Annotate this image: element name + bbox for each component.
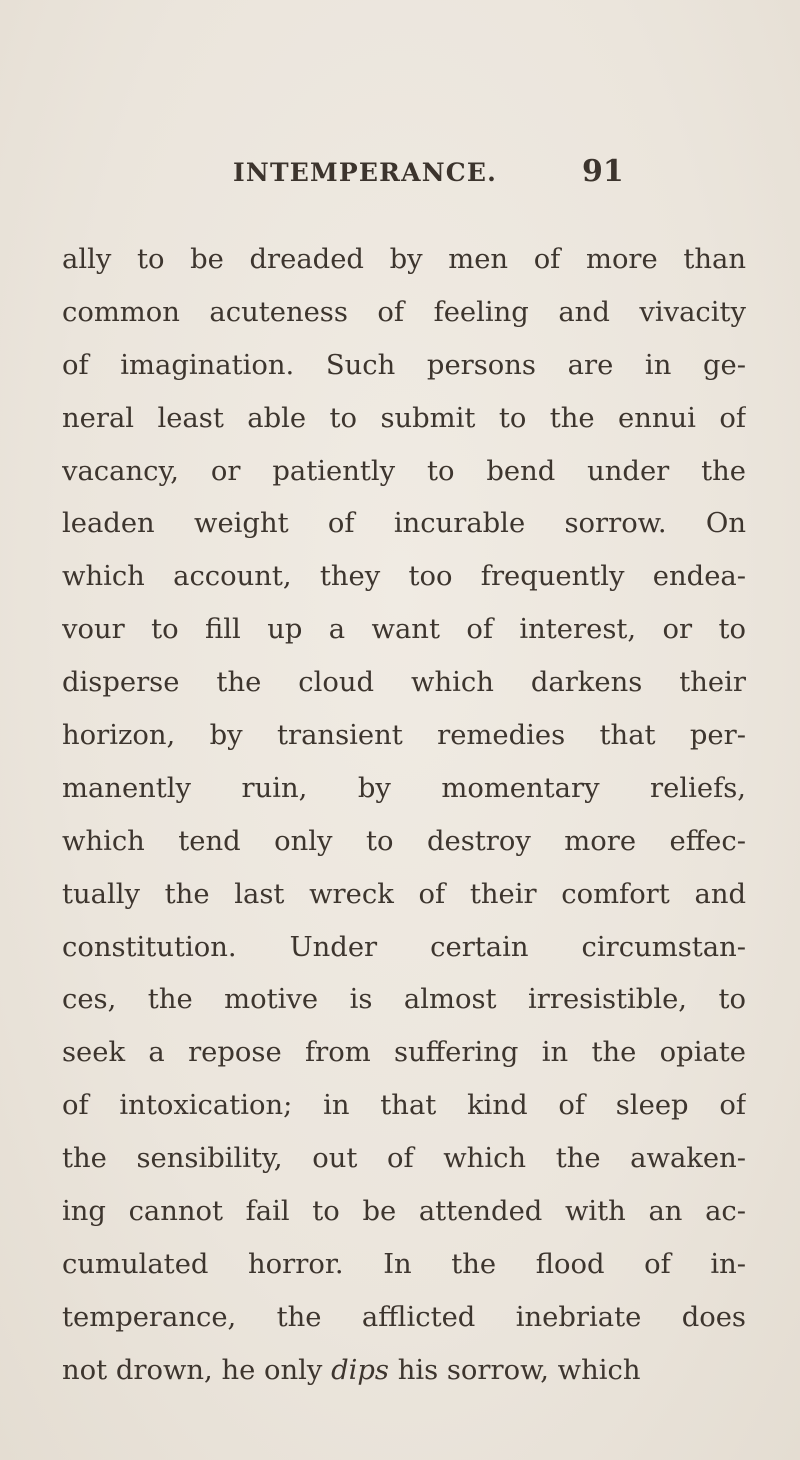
text-line-last bbox=[62, 1345, 746, 1398]
text-line: ing cannot fail to be attended with an ac- bbox=[62, 1196, 746, 1228]
emphasized-word: dips bbox=[331, 1354, 389, 1386]
text-line: which tend only to destroy more effec- bbox=[62, 825, 746, 857]
text-line: neral least able to submit to the ennui of bbox=[62, 402, 746, 434]
text-line: of imagination. Such persons are in ge- bbox=[62, 349, 746, 381]
text-line: cumulated horror. In the flood of in- bbox=[62, 1248, 746, 1280]
text-line: ally to be dreaded by men of more than bbox=[62, 244, 746, 275]
text-line: of intoxication; in that kind of sleep of bbox=[62, 1090, 746, 1122]
text-line: temperance, the afflicted inebriate does bbox=[62, 1301, 746, 1333]
text-line: vacancy, or patiently to bend under the bbox=[62, 455, 746, 487]
running-head: INTEMPERANCE. bbox=[233, 158, 498, 187]
text-segment: his sorrow, which bbox=[388, 1354, 641, 1386]
text-line: vour to fill up a want of interest, or to bbox=[62, 614, 746, 646]
page-number: 91 bbox=[582, 154, 624, 189]
text-line: ces, the motive is almost irresistible, to bbox=[62, 984, 746, 1016]
page-header bbox=[0, 154, 800, 198]
text-line: constitution. Under certain circumstan- bbox=[62, 931, 746, 963]
text-segment: not drown, he only bbox=[62, 1354, 332, 1386]
text-line: horizon, by transient remedies that per- bbox=[62, 720, 746, 752]
text-line: seek a repose from suffering in the opiate bbox=[62, 1037, 746, 1069]
text-line: disperse the cloud which darkens their bbox=[62, 667, 746, 699]
body-text bbox=[62, 234, 746, 1398]
text-line: the sensibility, out of which the awaken- bbox=[62, 1143, 746, 1175]
text-line: which account, they too frequently endea- bbox=[62, 561, 746, 593]
text-line: manently ruin, by momentary reliefs, bbox=[62, 772, 746, 804]
text-line: common acuteness of feeling and vivacity bbox=[62, 296, 746, 328]
text-line: leaden weight of incurable sorrow. On bbox=[62, 508, 746, 540]
text-line: tually the last wreck of their comfort and bbox=[62, 878, 746, 910]
